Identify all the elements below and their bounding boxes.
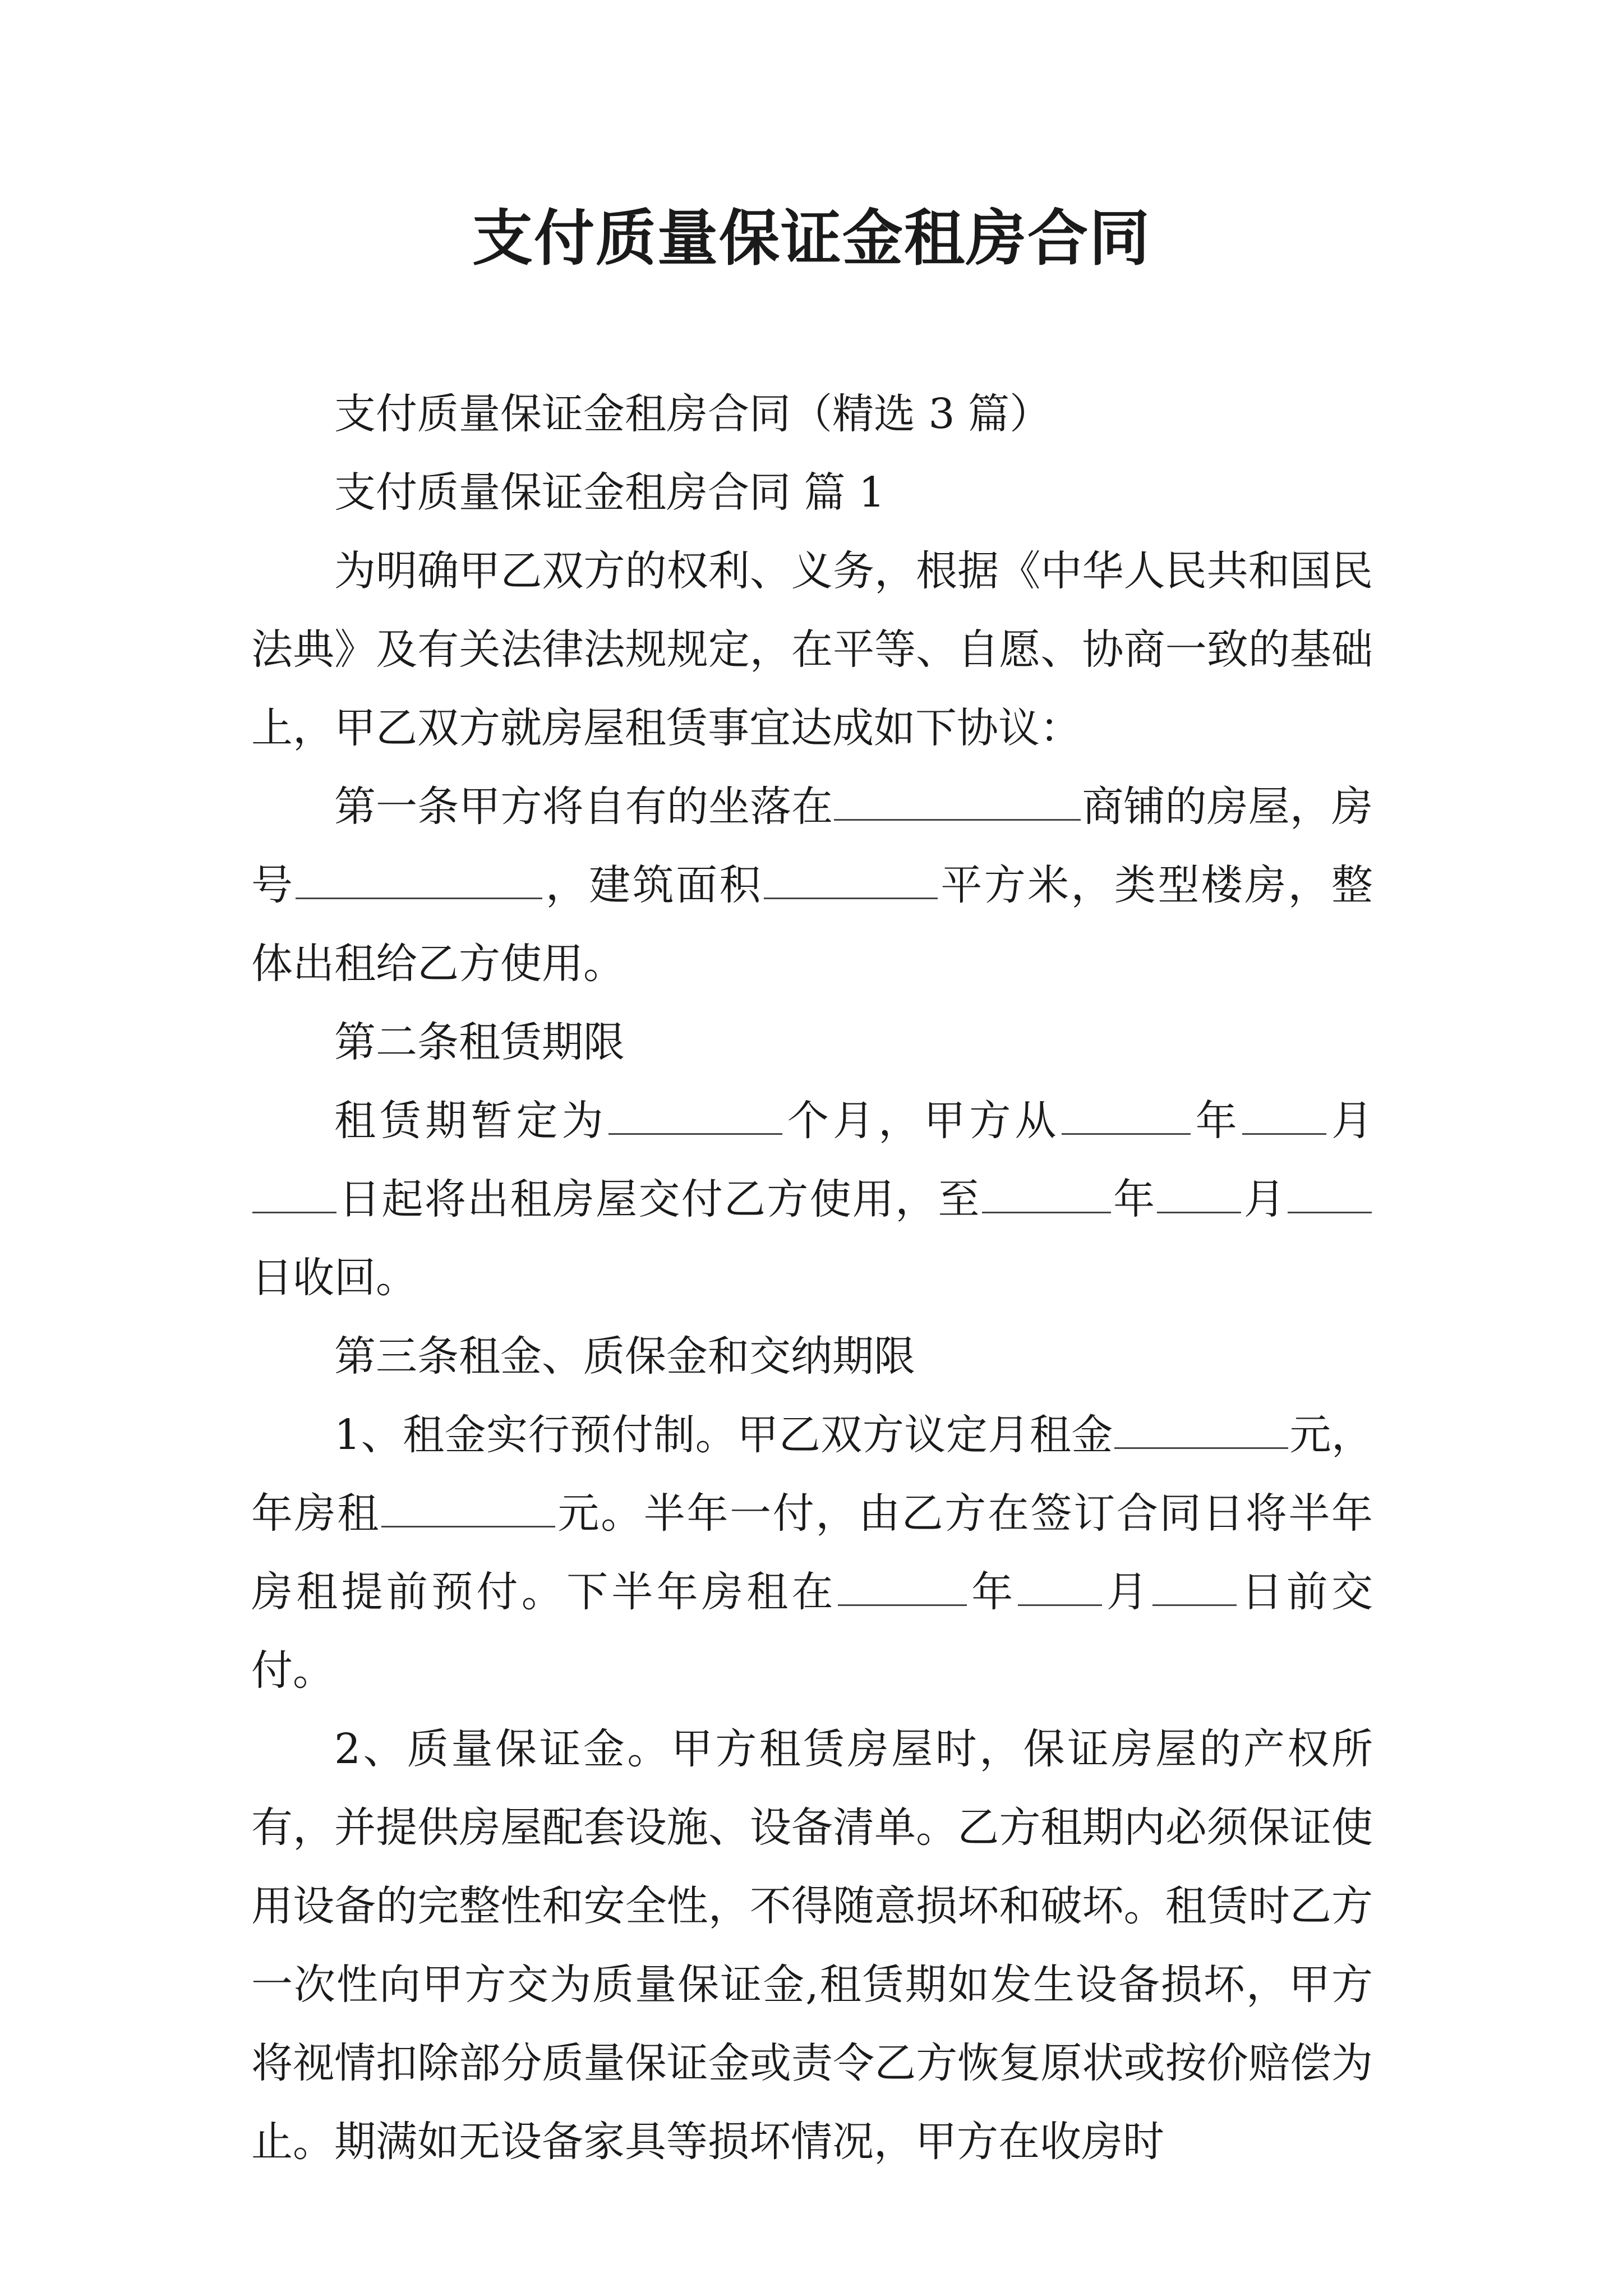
text-segment: 日前交付。: [251, 1568, 1373, 1695]
blank-start-year: [1062, 1133, 1191, 1135]
blank-location: [834, 818, 1081, 821]
text-segment: 第一条甲方将自有的坐落在: [334, 783, 833, 831]
text-segment: 租赁期暂定为: [334, 1097, 607, 1145]
blank-start-month: [1242, 1133, 1326, 1135]
blank-payment-day: [1152, 1604, 1237, 1606]
text-segment: 月: [1242, 1175, 1287, 1223]
text-segment: 年: [1191, 1097, 1241, 1145]
text-segment: 月: [1327, 1097, 1373, 1145]
paragraph-article-2-heading: 第二条租赁期限: [334, 1018, 625, 1066]
document-title: 支付质量保证金租房合同: [472, 203, 1151, 274]
blank-payment-year: [838, 1604, 967, 1606]
blank-floor-area: [764, 897, 938, 899]
paragraph-article-1: [251, 767, 1373, 1003]
text-segment: 日收回。: [251, 1254, 417, 1302]
text-segment: 1、租金实行预付制。甲乙双方议定月租金: [334, 1411, 1113, 1459]
blank-end-month: [1157, 1211, 1241, 1213]
blank-months: [608, 1133, 782, 1135]
text-segment: 元，年房租: [251, 1411, 1373, 1538]
text-segment: 个月，甲方从: [783, 1097, 1061, 1145]
paragraph-article-3-heading: 第三条租金、质保金和交纳期限: [334, 1332, 915, 1381]
blank-end-day: [1288, 1211, 1372, 1213]
text-segment: 年: [1112, 1175, 1156, 1223]
paragraph-preamble: 为明确甲乙双方的权利、义务，根据《中华人民共和国民法典》及有关法律法规规定，在平等、自愿、协商一致的基础上，甲乙双方就房屋租赁事宜达成如下协议：: [251, 547, 1373, 752]
blank-room-number: [296, 897, 542, 899]
text-segment: 元。半年一付，由乙方在签订合同日将半年房租提前预付。下半年房租在: [251, 1489, 1373, 1616]
text-segment: 平方米，类型楼房，整体出租给乙方使用。: [251, 861, 1373, 988]
blank-annual-rent: [381, 1525, 555, 1527]
blank-end-year: [982, 1211, 1111, 1213]
blank-payment-month: [1018, 1604, 1102, 1606]
paragraph-section-heading: 支付质量保证金租房合同 篇 1: [334, 468, 886, 517]
paragraph-rent-terms: [251, 1396, 1373, 1710]
text-segment: 日起将出租房屋交付乙方使用，至: [338, 1175, 981, 1223]
text-segment: 年: [967, 1568, 1017, 1616]
paragraph-deposit-terms: 2、质量保证金。甲方租赁房屋时，保证房屋的产权所有，并提供房屋配套设施、设备清单。乙方租期内必须保证使用设备的完整性和安全性，不得随意损坏和破坏。租赁时乙方一次性向甲方交为质量保证金,租赁期如发生设备损坏，甲方将视情扣除部分质量保证金或责令乙方恢复原状或按价赔偿为止。期满如无设备家具等损坏情况，甲方在收房时: [251, 1725, 1373, 2166]
document-body: [251, 375, 1373, 2181]
blank-monthly-rent: [1114, 1447, 1288, 1449]
paragraph-collection-title: 支付质量保证金租房合同（精选 3 篇）: [334, 390, 1052, 438]
paragraph-lease-term: [251, 1082, 1373, 1317]
text-segment: 商铺的房屋，房号: [251, 783, 1373, 909]
text-segment: 月: [1103, 1568, 1152, 1616]
text-segment: ，建筑面积: [543, 861, 763, 909]
blank-start-day: [252, 1211, 336, 1213]
